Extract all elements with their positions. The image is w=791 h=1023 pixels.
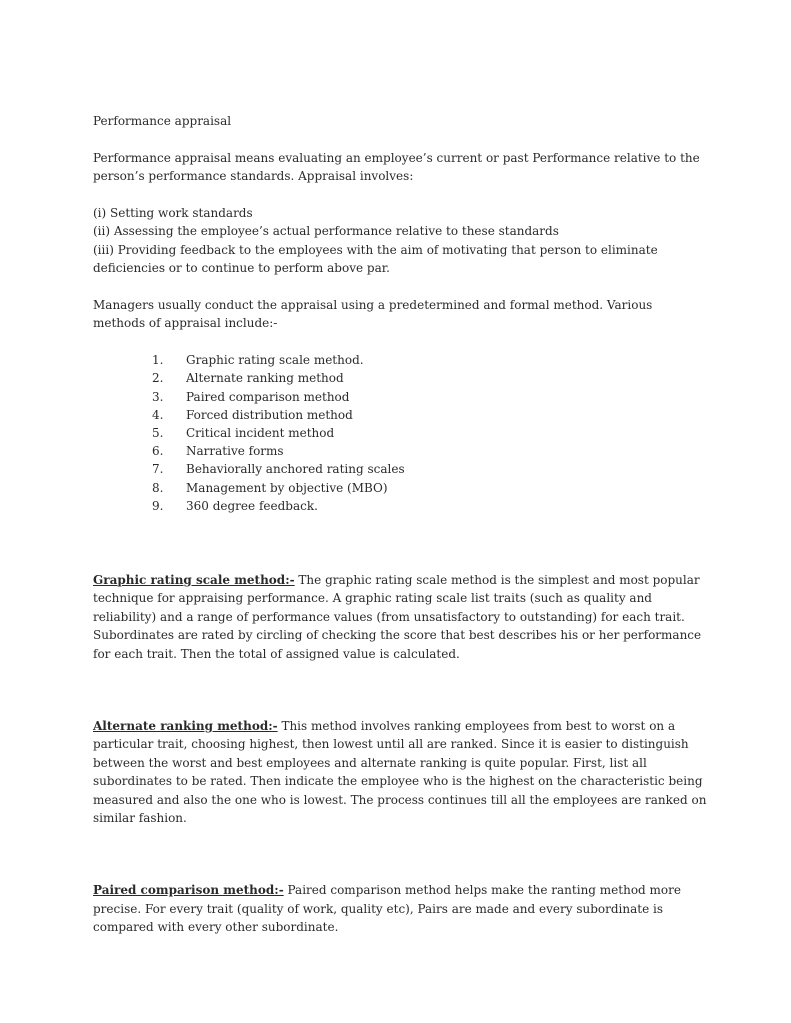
section-graphic-rating-scale [93, 571, 708, 663]
involves-item: (ii) Assessing the employee’s actual performance relative to these standards [93, 224, 559, 239]
document-title: Performance appraisal [93, 114, 232, 128]
list-number: 1. [152, 353, 164, 368]
list-item [152, 424, 708, 442]
methods-list [152, 351, 708, 515]
list-number: 7. [152, 462, 164, 477]
document-page [93, 112, 708, 937]
list-number: 3. [152, 389, 164, 404]
list-label: Graphic rating scale method. [186, 353, 364, 368]
involves-item: (iii) Providing feedback to the employees with the aim of motivating that person to eliminate deficiencies or to continue to perform above par. [93, 242, 658, 276]
section-heading: Alternate ranking method:- [93, 718, 278, 733]
involves-item: (i) Setting work standards [93, 206, 253, 220]
list-label: Alternate ranking method [186, 371, 344, 386]
list-item [152, 497, 708, 515]
section-alternate-ranking [93, 717, 708, 827]
section-paired-comparison [93, 881, 708, 936]
list-item [152, 460, 708, 478]
list-item [152, 479, 708, 497]
list-label: Paired comparison method [186, 389, 350, 404]
list-number: 6. [152, 444, 164, 459]
list-label: Management by objective (MBO) [186, 480, 388, 495]
list-number: 2. [152, 371, 164, 386]
list-number: 9. [152, 498, 164, 513]
list-label: Critical incident method [186, 425, 335, 440]
list-item [152, 442, 708, 460]
section-heading: Graphic rating scale method:- [93, 572, 295, 587]
list-item [152, 406, 708, 424]
list-number: 8. [152, 480, 164, 495]
list-number: 5. [152, 425, 164, 440]
list-label: Forced distribution method [186, 407, 353, 422]
methods-intro: Managers usually conduct the appraisal using a predetermined and formal method. Various methods of appraisal include:- [93, 298, 653, 331]
section-heading: Paired comparison method:- [93, 883, 284, 898]
list-number: 4. [152, 407, 164, 422]
section-body: The graphic rating scale method is the simplest and most popular technique for appraising performance. A graphic rating scale list traits (such as quality and reliability) and a range of performance values (from unsatisfactory to outstanding) for each trait. Subordinates are rated by circling of checking the score that best describes his or her performance for each trait. Then the total of assigned value is calculated. [93, 572, 702, 661]
section-body: This method involves ranking employees from best to worst on a particular trait, choosing highest, then lowest until all are ranked. Since it is easier to distinguish between the worst and best employees and alternate ranking is quite popular. First, list all subordinates to be rated. Then indicate the employee who is the highest on the characteristic being measured and also the one who is lowest. The process continues till all the employees are ranked on similar fashion. [93, 718, 707, 825]
intro-paragraph: Performance appraisal means evaluating an employee’s current or past Performance relative to the person’s performance standards. Appraisal involves: [93, 150, 700, 184]
section-body: Paired comparison method helps make the ranting method more precise. For every trait (quality of work, quality etc), Pairs are made and every subordinate is compared with every other subordinate. [93, 883, 681, 935]
list-label: Behaviorally anchored rating scales [186, 462, 405, 477]
list-item [152, 351, 708, 369]
list-label: Narrative forms [186, 444, 284, 459]
list-label: 360 degree feedback. [186, 498, 318, 513]
list-item [152, 388, 708, 406]
list-item [152, 369, 708, 387]
